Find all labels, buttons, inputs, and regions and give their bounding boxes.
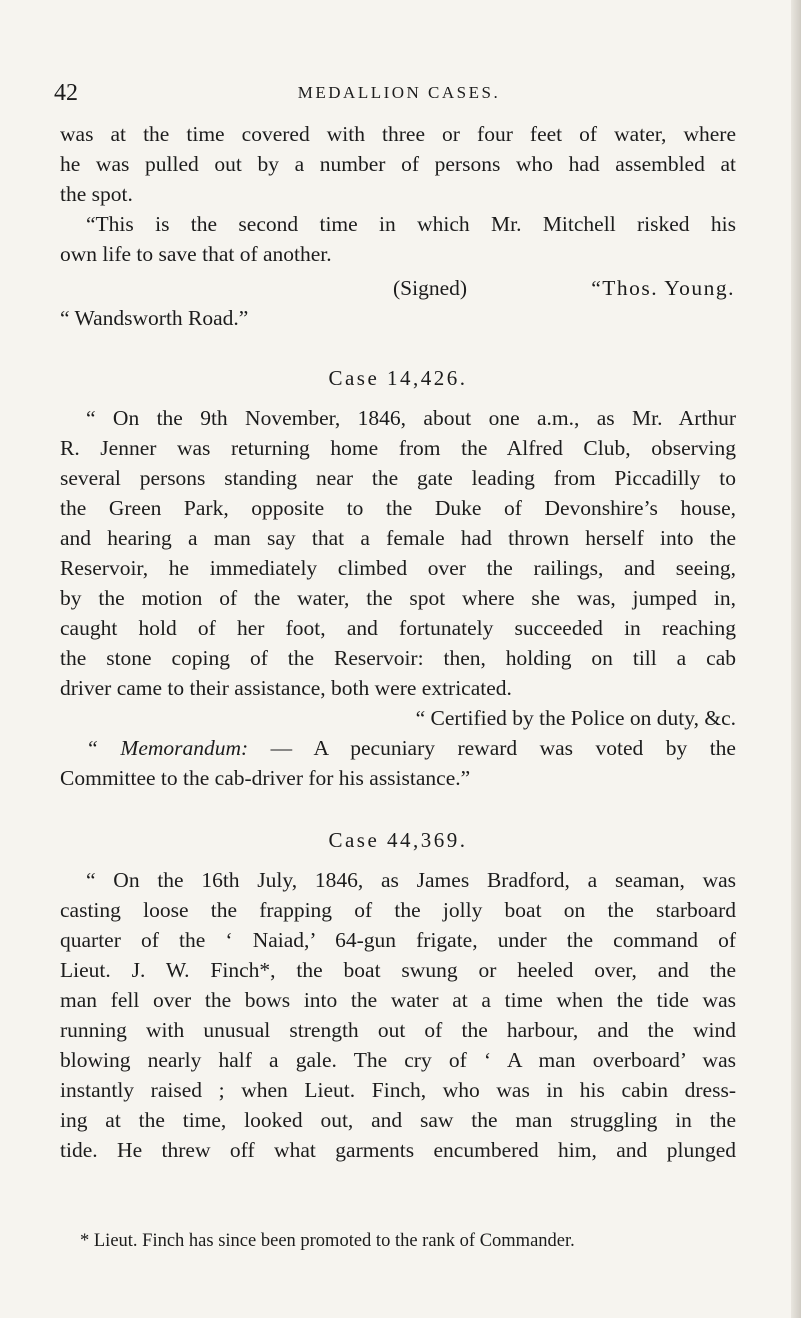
body-line: Committee to the cab-driver for his assistance.” bbox=[60, 766, 471, 790]
body-line: the Green Park, opposite to the Duke of Devonshire’s house, bbox=[60, 496, 736, 520]
body-line: blowing nearly half a gale. The cry of ‘ A man overboard’ was bbox=[60, 1048, 736, 1072]
case-heading: Case 14,426. bbox=[328, 366, 468, 390]
certified-line: “ Certified by the Police on duty, &c. bbox=[415, 706, 736, 730]
body-line: ing at the time, looked out, and saw the man struggling in the bbox=[60, 1108, 736, 1132]
page-header-title: MEDALLION CASES. bbox=[297, 83, 501, 102]
body-line: the stone coping of the Reservoir: then, holding on till a cab bbox=[60, 646, 736, 670]
page-number: 42 bbox=[54, 80, 78, 106]
signer-name: “Thos. Young. bbox=[591, 276, 735, 300]
body-line: own life to save that of another. bbox=[60, 242, 332, 266]
signed-label: (Signed) bbox=[393, 276, 468, 300]
body-line: the spot. bbox=[60, 182, 133, 206]
body-line: driver came to their assistance, both were extricated. bbox=[60, 676, 512, 700]
body-line: man fell over the bows into the water at a time when the tide was bbox=[60, 988, 736, 1012]
body-line: Reservoir, he immediately climbed over the railings, and seeing, bbox=[60, 556, 736, 580]
body-line: caught hold of her foot, and fortunately succeeded in reaching bbox=[60, 616, 736, 640]
body-line: quarter of the ‘ Naiad,’ 64-gun frigate, under the command of bbox=[60, 928, 736, 952]
body-line: by the motion of the water, the spot where she was, jumped in, bbox=[60, 586, 736, 610]
body-line: “ On the 9th November, 1846, about one a.m., as Mr. Arthur bbox=[86, 406, 736, 430]
body-line: Lieut. J. W. Finch*, the boat swung or heeled over, and the bbox=[60, 958, 736, 982]
memorandum-label: “ Memorandum: bbox=[86, 736, 249, 760]
body-line: “This is the second time in which Mr. Mitchell risked his bbox=[86, 212, 736, 236]
page-edge-shadow bbox=[791, 0, 801, 1318]
body-line: running with unusual strength out of the harbour, and the wind bbox=[60, 1018, 736, 1042]
body-line: several persons standing near the gate leading from Piccadilly to bbox=[60, 466, 736, 490]
memorandum-text: — A pecuniary reward was voted by the bbox=[248, 736, 736, 760]
address-line: “ Wandsworth Road.” bbox=[60, 306, 249, 330]
body-line: R. Jenner was returning home from the Alfred Club, observing bbox=[60, 436, 736, 460]
body-line: tide. He threw off what garments encumbered him, and plunged bbox=[60, 1138, 736, 1162]
body-line: instantly raised ; when Lieut. Finch, who was in his cabin dress- bbox=[60, 1078, 736, 1102]
body-line: “ On the 16th July, 1846, as James Bradford, a seaman, was bbox=[86, 868, 736, 892]
body-line: casting loose the frapping of the jolly boat on the starboard bbox=[60, 898, 736, 922]
body-line: and hearing a man say that a female had thrown herself into the bbox=[60, 526, 736, 550]
running-head bbox=[54, 80, 744, 110]
case-heading: Case 44,369. bbox=[328, 828, 468, 852]
footnote: * Lieut. Finch has since been promoted to the rank of Commander. bbox=[80, 1231, 575, 1251]
memorandum-line bbox=[86, 733, 736, 763]
body-line: was at the time covered with three or four feet of water, where bbox=[60, 122, 736, 146]
body-line: he was pulled out by a number of persons who had assembled at bbox=[60, 152, 736, 176]
